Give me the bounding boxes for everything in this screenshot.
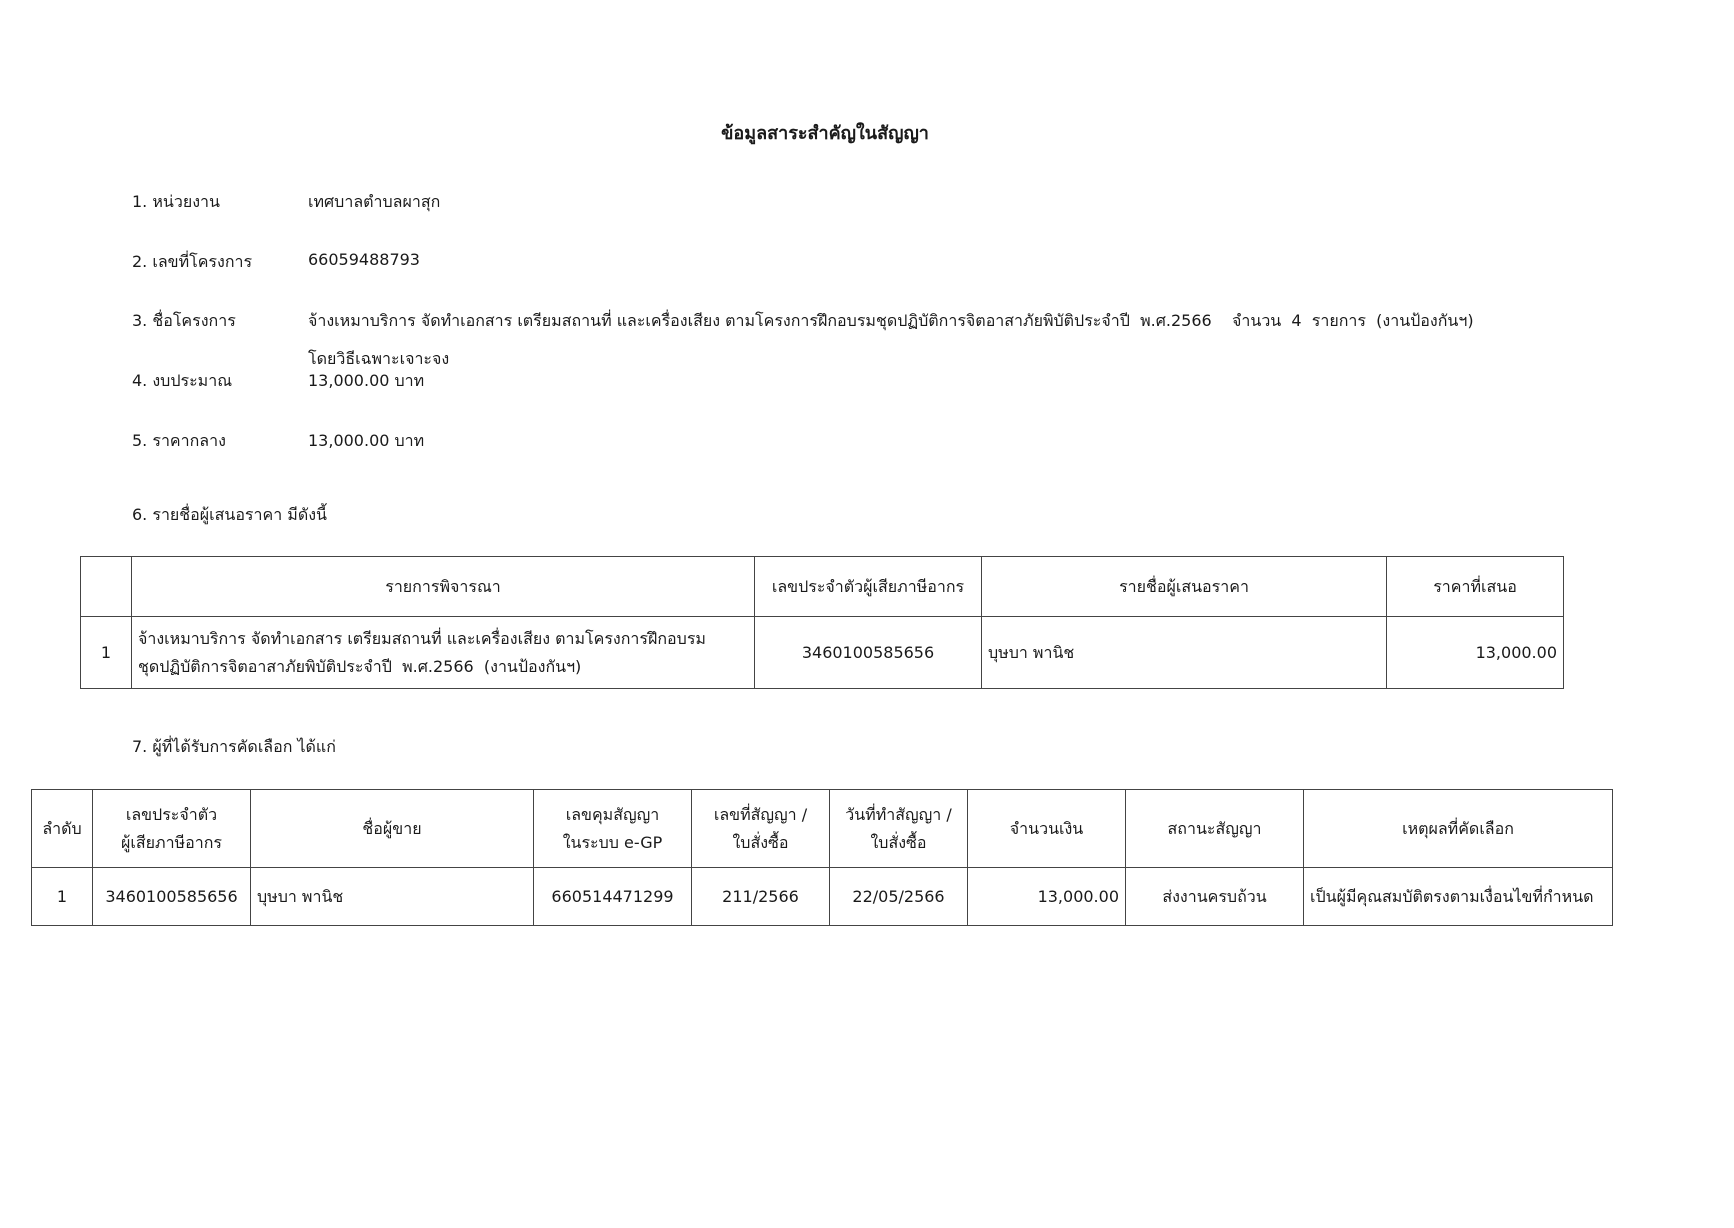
- field-value-project-name: จ้างเหมาบริการ จัดทำเอกสาร เตรียมสถานที่ และเครื่องเสียง ตามโครงการฝึกอบรมชุดปฏิบัติการจิตอาสาภัยพิบัติประจำปี พ.ศ.2566 จำนวน 4 รายการ (งานป้องกันฯ): [308, 311, 1474, 330]
- selected-cell-contract-date: 22/05/2566: [830, 868, 968, 926]
- selected-header-contract-date-line2: ใบสั่งซื้อ: [870, 832, 927, 852]
- selected-header-contract-no: [692, 790, 830, 868]
- bidders-cell-price: 13,000.00: [1387, 617, 1564, 689]
- selected-header-tax-id-line1: เลขประจำตัว: [125, 805, 218, 825]
- field-label-project-name: 3. ชื่อโครงการ: [132, 311, 236, 330]
- selected-header-egp-line1: เลขคุมสัญญา: [565, 805, 660, 825]
- table-row: [81, 617, 1564, 689]
- selected-header-tax-id: [93, 790, 251, 868]
- selected-header-seller: ชื่อผู้ขาย: [251, 790, 534, 868]
- bidders-section-title: 6. รายชื่อผู้เสนอราคา มีดังนี้: [132, 505, 327, 524]
- selected-header-egp-line2: ในระบบ e-GP: [562, 832, 663, 852]
- selected-cell-amount: 13,000.00: [968, 868, 1126, 926]
- bidders-header-no: [81, 557, 132, 617]
- bidders-cell-no: 1: [81, 617, 132, 689]
- bidders-cell-item-line2: ชุดปฏิบัติการจิตอาสาภัยพิบัติประจำปี พ.ศ.2566 (งานป้องกันฯ): [138, 656, 582, 676]
- selected-cell-egp: 660514471299: [534, 868, 692, 926]
- bidders-header-item: รายการพิจารณา: [132, 557, 755, 617]
- selected-cell-seller: บุษบา พานิช: [251, 868, 534, 926]
- field-value-project-no: 66059488793: [308, 250, 420, 269]
- field-value-agency: เทศบาลตำบลผาสุก: [308, 192, 441, 211]
- selected-header-contract-no-line1: เลขที่สัญญา /: [713, 805, 808, 825]
- selected-cell-tax-id: 3460100585656: [93, 868, 251, 926]
- selected-cell-status: ส่งงานครบถ้วน: [1126, 868, 1304, 926]
- selected-header-row: [32, 790, 1613, 868]
- table-row: [32, 868, 1613, 926]
- selected-header-tax-id-line2: ผู้เสียภาษีอากร: [121, 832, 222, 852]
- bidders-header-row: [81, 557, 1564, 617]
- bidders-cell-item: [132, 617, 755, 689]
- bidders-header-price: ราคาที่เสนอ: [1387, 557, 1564, 617]
- selected-header-contract-date-line1: วันที่ทำสัญญา /: [845, 805, 952, 825]
- bidders-table: [80, 556, 1564, 689]
- selected-header-egp: [534, 790, 692, 868]
- selected-table: [31, 789, 1613, 926]
- selected-header-reason: เหตุผลที่คัดเลือก: [1304, 790, 1613, 868]
- selected-header-contract-date: [830, 790, 968, 868]
- selected-header-contract-no-line2: ใบสั่งซื้อ: [732, 832, 789, 852]
- selected-cell-reason: เป็นผู้มีคุณสมบัติตรงตามเงื่อนไขที่กำหนด: [1304, 868, 1613, 926]
- field-label-median-price: 5. ราคากลาง: [132, 431, 226, 450]
- bidders-cell-tax-id: 3460100585656: [755, 617, 982, 689]
- selected-cell-no: 1: [32, 868, 93, 926]
- document-title: ข้อมูลสาระสำคัญในสัญญา: [721, 123, 929, 144]
- selected-header-status: สถานะสัญญา: [1126, 790, 1304, 868]
- field-value-project-method: โดยวิธีเฉพาะเจาะจง: [308, 349, 450, 368]
- field-label-budget: 4. งบประมาณ: [132, 371, 233, 390]
- bidders-cell-bidder: บุษบา พานิช: [982, 617, 1387, 689]
- field-label-project-no: 2. เลขที่โครงการ: [132, 252, 253, 271]
- bidders-cell-item-line1: จ้างเหมาบริการ จัดทำเอกสาร เตรียมสถานที่ และเครื่องเสียง ตามโครงการฝึกอบรม: [138, 629, 706, 649]
- selected-header-no: ลำดับ: [32, 790, 93, 868]
- selected-section-title: 7. ผู้ที่ได้รับการคัดเลือก ได้แก่: [132, 737, 336, 756]
- field-value-budget: 13,000.00 บาท: [308, 371, 425, 390]
- selected-cell-contract-no: 211/2566: [692, 868, 830, 926]
- bidders-header-bidder: รายชื่อผู้เสนอราคา: [982, 557, 1387, 617]
- bidders-header-tax-id: เลขประจำตัวผู้เสียภาษีอากร: [755, 557, 982, 617]
- field-value-median-price: 13,000.00 บาท: [308, 431, 425, 450]
- selected-header-amount: จำนวนเงิน: [968, 790, 1126, 868]
- field-label-agency: 1. หน่วยงาน: [132, 192, 220, 211]
